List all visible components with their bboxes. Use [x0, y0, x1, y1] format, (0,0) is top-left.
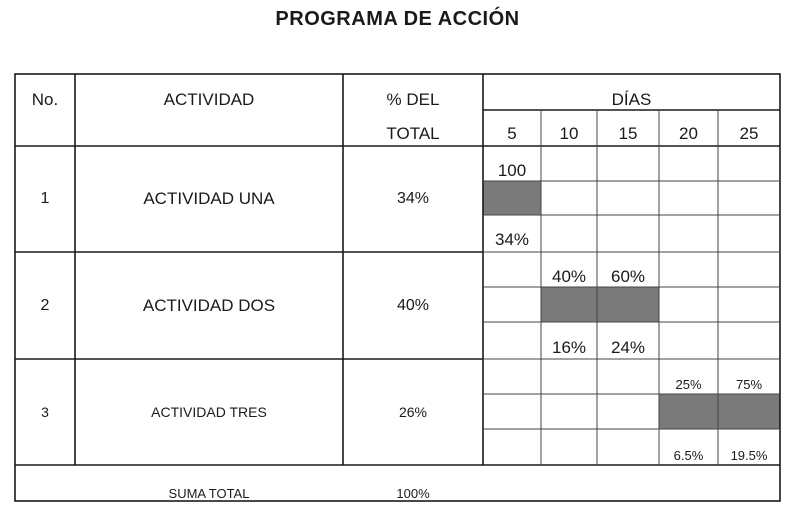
bar-actividad-tres-d25 [718, 394, 780, 429]
total-label: SUMA TOTAL [168, 485, 250, 501]
day-header-10: 10 [559, 124, 579, 143]
bar-actividad-tres-d20 [659, 394, 718, 429]
row-3-no: 3 [41, 404, 49, 420]
row-2-top-label-d10: 40% [551, 267, 587, 286]
row-1-bottom-label-d5: 34% [494, 230, 530, 249]
day-header-5: 5 [507, 124, 517, 143]
row-2-bottom-label-d15: 24% [610, 338, 646, 357]
header-percent-line2: TOTAL [386, 124, 440, 143]
row-1-top-label-d5: 100 [497, 161, 527, 180]
total-percent: 100% [396, 485, 430, 501]
row-2-no: 2 [40, 296, 50, 314]
row-3-bottom-label-d20: 6.5% [673, 447, 704, 463]
row-3-top-label-d20: 25% [675, 376, 702, 392]
row-3-bottom-label-d25: 19.5% [730, 447, 768, 463]
row-1-percent: 34% [396, 190, 430, 207]
day-header-15: 15 [618, 124, 638, 143]
header-percent-line1: % DEL [386, 90, 440, 109]
day-header-25: 25 [739, 124, 759, 143]
row-2-percent: 40% [396, 296, 430, 314]
header-no: No. [31, 90, 59, 109]
row-3-percent: 26% [398, 404, 428, 420]
row-1-no: 1 [40, 190, 50, 207]
row-3-top-label-d25: 75% [735, 376, 763, 392]
row-1-activity: ACTIVIDAD UNA [143, 189, 275, 208]
header-days: DÍAS [611, 90, 652, 109]
row-3-activity: ACTIVIDAD TRES [151, 404, 267, 420]
row-2-top-label-d15: 60% [610, 267, 646, 286]
row-2-bottom-label-d10: 16% [551, 338, 587, 357]
row-2-activity: ACTIVIDAD DOS [142, 295, 276, 315]
header-activity: ACTIVIDAD [163, 90, 255, 109]
day-header-20: 20 [679, 124, 698, 143]
page-title: PROGRAMA DE ACCIÓN [275, 8, 520, 30]
